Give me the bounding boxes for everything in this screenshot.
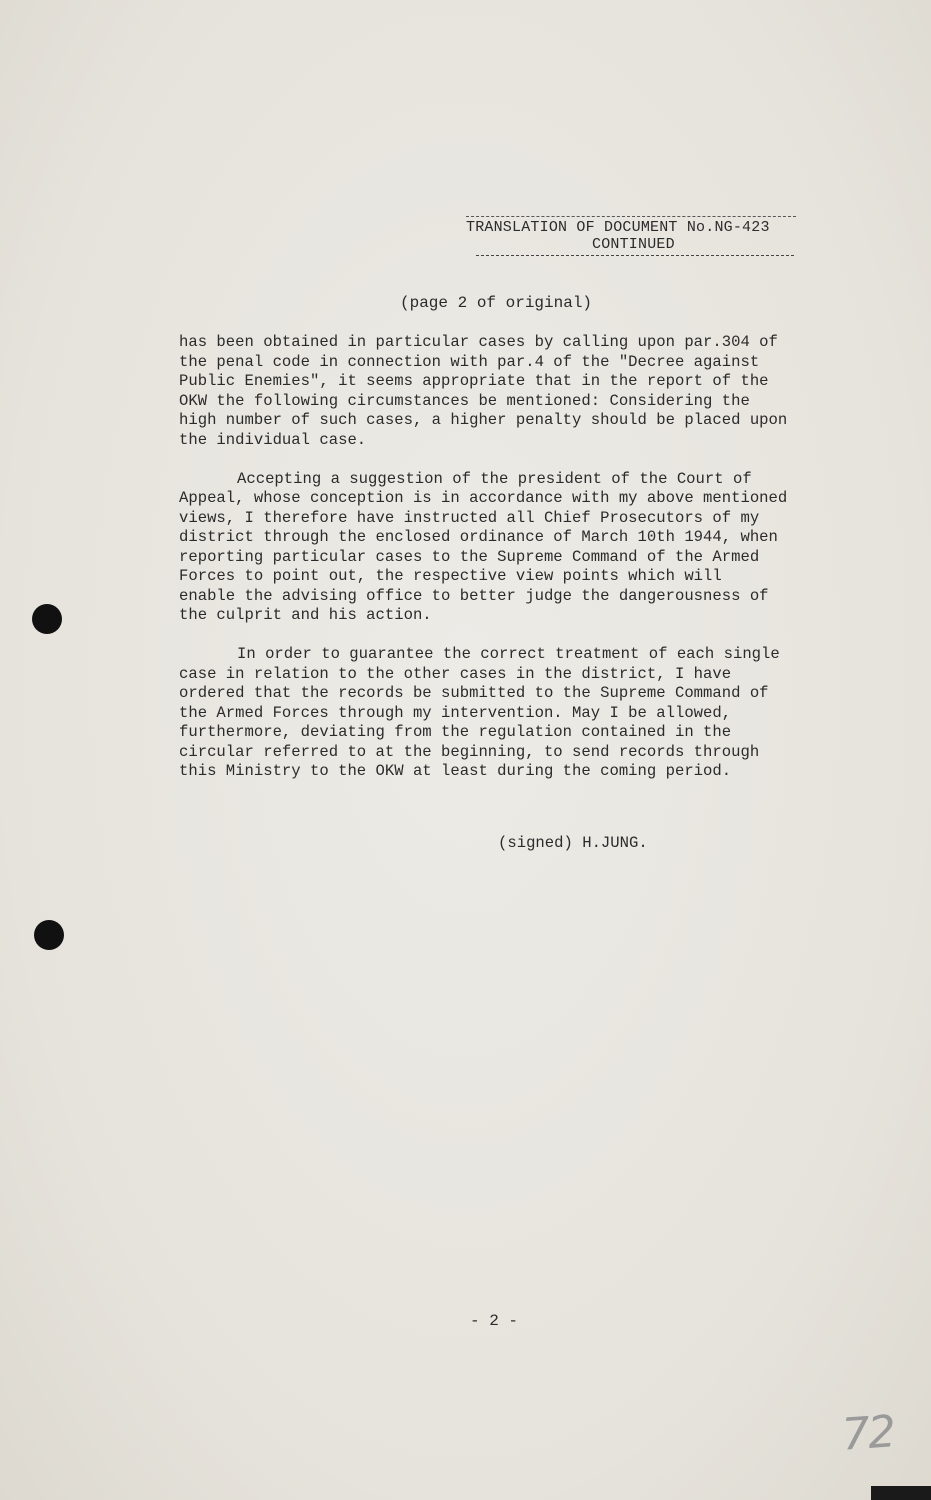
- heading-continued: CONTINUED: [592, 236, 675, 253]
- heading-underline: [476, 255, 794, 256]
- paragraph-2: [179, 470, 819, 626]
- text-line: enable the advising office to better judge the dangerousness of: [179, 586, 769, 605]
- text-line: furthermore, deviating from the regulation contained in the: [179, 723, 732, 741]
- page-number: - 2 -: [470, 1312, 519, 1330]
- heading-title: TRANSLATION OF DOCUMENT No.NG-423: [466, 216, 796, 236]
- scan-corner-shadow: [871, 1486, 931, 1500]
- text-line: Forces to point out, the respective view points which will: [179, 567, 722, 585]
- text-line: views, I therefore have instructed all Chief Prosecutors of my: [179, 508, 760, 527]
- signature: (signed) H.JUNG.: [498, 834, 648, 852]
- punch-hole-bottom: [34, 920, 64, 950]
- paragraph-1: [179, 333, 819, 450]
- text-line: this Ministry to the OKW at least during the coming period.: [179, 762, 732, 780]
- text-line: circular referred to at the beginning, to send records through: [179, 742, 760, 761]
- document-body: [179, 333, 819, 801]
- handwritten-page-stamp: 72: [840, 1406, 896, 1461]
- text-line: the Armed Forces through my intervention. May I be allowed,: [179, 703, 732, 722]
- text-line: high number of such cases, a higher penalty should be placed upon: [179, 411, 788, 429]
- text-line: OKW the following circumstances be mentioned: Considering the: [179, 391, 750, 410]
- text-line: Accepting a suggestion of the president of the Court of: [237, 469, 752, 488]
- text-line: the culprit and his action.: [179, 606, 432, 624]
- text-line: In order to guarantee the correct treatment of each single: [237, 645, 780, 663]
- punch-hole-top: [32, 604, 62, 634]
- paragraph-3: [179, 645, 819, 782]
- text-line: the individual case.: [179, 430, 367, 449]
- text-line: reporting particular cases to the Supreme Command of the Armed: [179, 547, 760, 566]
- text-line: district through the enclosed ordinance of March 10th 1944, when: [179, 528, 778, 546]
- text-line: Public Enemies", it seems appropriate that in the report of the: [179, 372, 769, 390]
- text-line: Appeal, whose conception is in accordance with my above mentioned: [179, 489, 788, 507]
- text-line: has been obtained in particular cases by calling upon par.304 of: [179, 333, 778, 351]
- text-line: case in relation to the other cases in the district, I have: [179, 664, 732, 683]
- document-heading: [466, 216, 796, 256]
- text-line: the penal code in connection with par.4 of the "Decree against: [179, 352, 760, 371]
- text-line: ordered that the records be submitted to the Supreme Command of: [179, 684, 769, 702]
- page-note: (page 2 of original): [400, 294, 593, 312]
